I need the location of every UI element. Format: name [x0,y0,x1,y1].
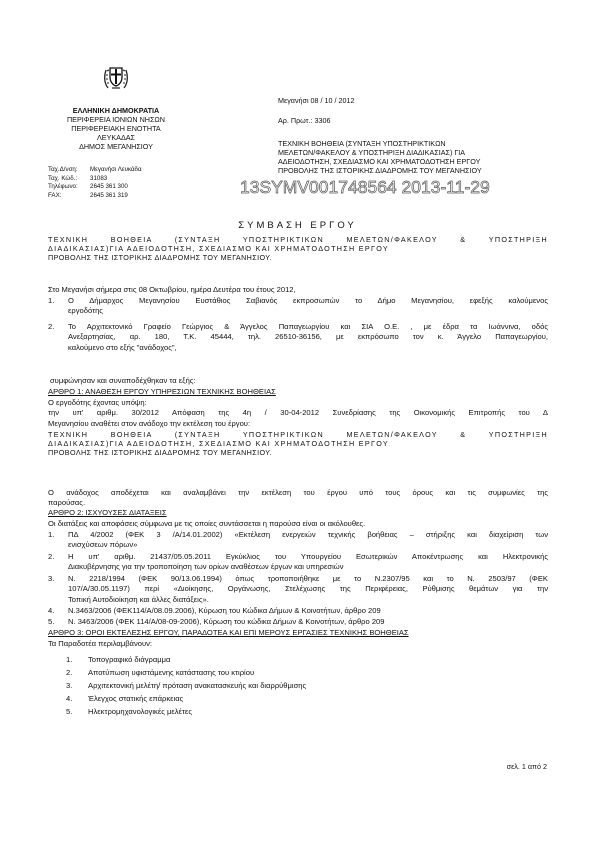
contact-details [48,166,238,200]
protocol-number: Αρ. Πρωτ.: 3306 [278,116,331,125]
article-1-line: Ο εργοδότης έχοντας υπόψη: [48,398,147,407]
contact-value: 31083 [90,174,108,182]
provision-line: Η υπ' αριθμ. 21437/05.05.2011 Εγκύκλιος του Υπουργείου Εσωτερικών Αποκέντρωσης και Ηλεκτρονικής [68,552,548,561]
article-1-closing [48,488,548,509]
intro-line: Στο Μεγανήσι σήμερα στις 08 Οκτωβρίου, ημέρα Δευτέρα του έτους 2012, [48,285,296,294]
article-3-intro: Τα Παραδοτέα περιλαμβάνουν: [48,639,153,648]
subject-block [278,139,558,175]
project-title-line: ΔΙΑΔΙΚΑΣΙΑΣ)ΓΙΑ ΑΔΕΙΟΔΟΤΗΣΗ, ΣΧΕΔΙΑΣΜΟ ΚΑΙ ΧΡΗΜΑΤΟΔΟΤΗΣΗ ΕΡΓΟΥ [48,244,389,253]
article-1-closing-line: Ο ανάδοχος αποδέχεται και αναλαμβάνει την εκτέλεση του έργου υπό τους όρους και τις συμφωνίες της [48,488,548,497]
contact-value: 2645 361 319 [90,191,128,199]
contact-label: Ταχ. Κώδ.: [48,174,78,182]
deliverable-text: Αποτύπωση υφιστάμενης κατάστασης του κτιρίου [88,668,255,677]
deliverable-number: 5. [66,707,73,716]
party-number: 2. [48,322,55,331]
provision-line: ΠΔ 4/2002 (ΦΕΚ 3 /Α/14.01.2002) «Εκτέλεση ενεργειών τεχνικής βοήθειας – στήριξης και διαχείριση των [68,530,548,539]
party-line: Ανεξαρτησίας, αρ. 180, Τ.Κ. 45444, τηλ. 26510-36156, με εκπρόσωπο τον κ. Άγγελο Παπαγεωργίου, [68,332,548,342]
deliverable-text: Έλεγχος στατικής επάρκειας [88,694,184,703]
provision-line: Ν.3463/2006 (ΦΕΚ114/Α/08.09.2006), Κύρωση του Κώδικα Δήμων & Κοινοτήτων, άρθρο 209 [68,606,381,615]
provision-line: 107/Α/30.05.1197) περί «Διοίκησης, Οργάνωσης, Στελέχωσης της Περιφέρειας, Ρύθμισης θεμάτων για την [68,584,548,594]
place-date: Μεγανήσι 08 / 10 / 2012 [278,96,355,105]
party-line: Το Αρχιτεκτονικό Γραφείο Γεώργιος & Άγγελος Παπαγεωργίου και ΣΙΑ Ο.Ε. , με έδρα τα Ιωάννινα, οδός [68,322,548,331]
contact-value: Μεγανήσι Λευκάδα [90,166,142,173]
subject-line: ΤΕΧΝΙΚΗ ΒΟΗΘΕΙΑ (ΣΥΝΤΑΞΗ ΥΠΟΣΤΗΡΙΚΤΙΚΩΝ [278,139,446,148]
provision-line: Ν. 3463/2006 (ΦΕΚ 114/Α/08-09-2006), Κύρωση του κώδικα Δήμων & Κοινοτήτων, άρθρο 209 [68,617,385,626]
provision-line: Ν. 2218/1994 (ΦΕΚ 90/13.06.1994) όπως τροποποιήθηκε με το Ν.2307/95 και το Ν. 2503/97 (ΦΕΚ [68,574,548,583]
deliverable-number: 3. [66,681,73,690]
organization-header [36,106,196,151]
deliverable-text: Τοπογραφικό διάγραμμα [88,655,171,664]
provision-number: 5. [48,617,55,626]
subject-line: ΑΔΕΙΟΔΟΤΗΣΗ, ΣΧΕΔΙΑΣΜΟ ΚΑΙ ΧΡΗΜΑΤΟΔΟΤΗΣΗ ΕΡΓΟΥ [278,157,481,166]
subject-line: ΜΕΛΕΤΩΝ/ΦΑΚΕΛΟΥ & ΥΠΟΣΤΗΡΙΞΗ ΔΙΑΔΙΚΑΣΙΑΣ) ΓΙΑ [278,148,466,157]
article-1-project [48,430,548,457]
article-1-body [48,398,548,429]
page-number: σελ. 1 από 2 [506,762,547,771]
article-1-line: την υπ' αριθμ. 30/2012 Απόφαση της 4η / 30-04-2012 Συνεδρίασης της Οικονομικής Επιτροπής του Δ [48,408,548,418]
org-line: ΛΕΥΚΑΔΑΣ [96,133,135,142]
org-line: ΠΕΡΙΦΕΡΕΙΑ ΙΟΝΙΩΝ ΝΗΣΩΝ [66,115,165,124]
project-title-line: ΤΕΧΝΙΚΗ ΒΟΗΘΕΙΑ (ΣΥΝΤΑΞΗ ΥΠΟΣΤΗΡΙΚΤΙΚΩΝ ΜΕΛΕΤΩΝ/ΦΑΚΕΛΟΥ & ΥΠΟΣΤΗΡΙΞΗ [48,235,548,244]
article-2-intro: Οι διατάξεις και αποφάσεις σύμφωνα με τις οποίες συντάσσεται η παρούσα είναι οι ακόλουθες. [48,519,366,528]
article-1-closing-line: παρούσας. [48,498,86,508]
contact-value: 2645 361 300 [90,183,128,190]
org-line: ΔΗΜΟΣ ΜΕΓΑΝΗΣΙΟΥ [79,142,153,151]
ada-watermark: 13SYMV001748564 2013-11-29 [240,177,490,197]
provision-number: 3. [48,574,55,583]
party-line: καλούμενο στο εξής "ανάδοχος", [68,342,177,352]
project-title-line: ΠΡΟΒΟΛΗΣ ΤΗΣ ΙΣΤΟΡΙΚΗΣ ΔΙΑΔΡΟΜΗΣ ΤΟΥ ΜΕΓΑΝΗΣΙΟΥ. [48,448,272,457]
provision-number: 1. [48,530,55,539]
provision-line: ενισχύσεων πόρων» [68,540,138,550]
article-1-heading: ΑΡΘΡΟ 1: ΑΝΑΘΕΣΗ ΕΡΓΟΥ ΥΠΗΡΕΣΙΩΝ ΤΕΧΝΙΚΗΣ ΒΟΗΘΕΙΑΣ [48,387,276,396]
project-title [48,235,548,262]
contact-label: Ταχ.Δ/νση: [48,166,78,173]
party-line: εργοδότης [68,306,103,316]
contact-label: Τηλέφωνο: [48,183,78,190]
deliverable-number: 4. [66,694,73,703]
project-title-line: ΔΙΑΔΙΚΑΣΙΑΣ)ΓΙΑ ΑΔΕΙΟΔΟΤΗΣΗ, ΣΧΕΔΙΑΣΜΟ ΚΑΙ ΧΡΗΜΑΤΟΔΟΤΗΣΗ ΕΡΓΟΥ [48,439,389,448]
provision-line: Διακυβέρνησης για την τροποποίηση των ορίων αναθέσεων έργων και υπηρεσιών [68,562,344,572]
deliverable-number: 2. [66,668,73,677]
provision-number: 2. [48,552,55,561]
party-number: 1. [48,296,55,305]
provision-number: 4. [48,606,55,615]
article-2-heading: ΑΡΘΡΟ 2: ΙΣΧΥΟΥΣΕΣ ΔΙΑΤΑΞΕΙΣ [48,508,167,517]
project-title-line: ΤΕΧΝΙΚΗ ΒΟΗΘΕΙΑ (ΣΥΝΤΑΞΗ ΥΠΟΣΤΗΡΙΚΤΙΚΩΝ ΜΕΛΕΤΩΝ/ΦΑΚΕΛΟΥ & ΥΠΟΣΤΗΡΙΞΗ [48,430,548,439]
agreed-line: συμφώνησαν και συναποδέχθηκαν τα εξής: [50,376,196,385]
deliverable-number: 1. [66,655,73,664]
contact-label: FAX: [48,191,62,199]
deliverable-text: Ηλεκτρομηχανολογικές μελέτες [88,707,192,716]
provision-line: Τοπική Αυτοδιοίκηση και άλλες διατάξεις». [68,594,209,604]
greek-emblem-icon [103,64,129,92]
article-1-line: Μεγανησίου αναθέτει στον ανάδοχο την εκτέλεση του έργου: [48,418,251,428]
document-title: ΣΥΜΒΑΣΗ ΕΡΓΟΥ [238,220,357,231]
org-line: ΕΛΛΗΝΙΚΗ ΔΗΜΟΚΡΑΤΙΑ [72,106,160,115]
org-line: ΠΕΡΙΦΕΡΕΙΑΚΗ ΕΝΟΤΗΤΑ [71,124,161,133]
project-title-line: ΠΡΟΒΟΛΗΣ ΤΗΣ ΙΣΤΟΡΙΚΗΣ ΔΙΑΔΡΟΜΗΣ ΤΟΥ ΜΕΓΑΝΗΣΙΟΥ. [48,253,272,262]
party-line: Ο Δήμαρχος Μεγανησίου Ευστάθιος Σαβιανός εκπροσωπών το Δήμο Μεγανησίου, εφεξής καλούμενος [68,296,548,305]
deliverable-text: Αρχιτεκτονική μελέτη/ πρόταση ανακατασκευής και διαρρύθμισης [88,681,307,690]
article-3-heading: ΑΡΘΡΟ 3: ΟΡΟΙ ΕΚΤΕΛΕΣΗΣ ΕΡΓΟΥ, ΠΑΡΑΔΟΤΕΑ ΚΑΙ ΕΠΙ ΜΕΡΟΥΣ ΕΡΓΑΣΙΕΣ ΤΕΧΝΙΚΗΣ ΒΟΗΘΕΙΑΣ [48,628,409,637]
subject-line: ΠΡΟΒΟΛΗΣ ΤΗΣ ΙΣΤΟΡΙΚΗΣ ΔΙΑΔΡΟΜΗΣ ΤΟΥ ΜΕΓΑΝΗΣΙΟΥ [278,166,482,175]
